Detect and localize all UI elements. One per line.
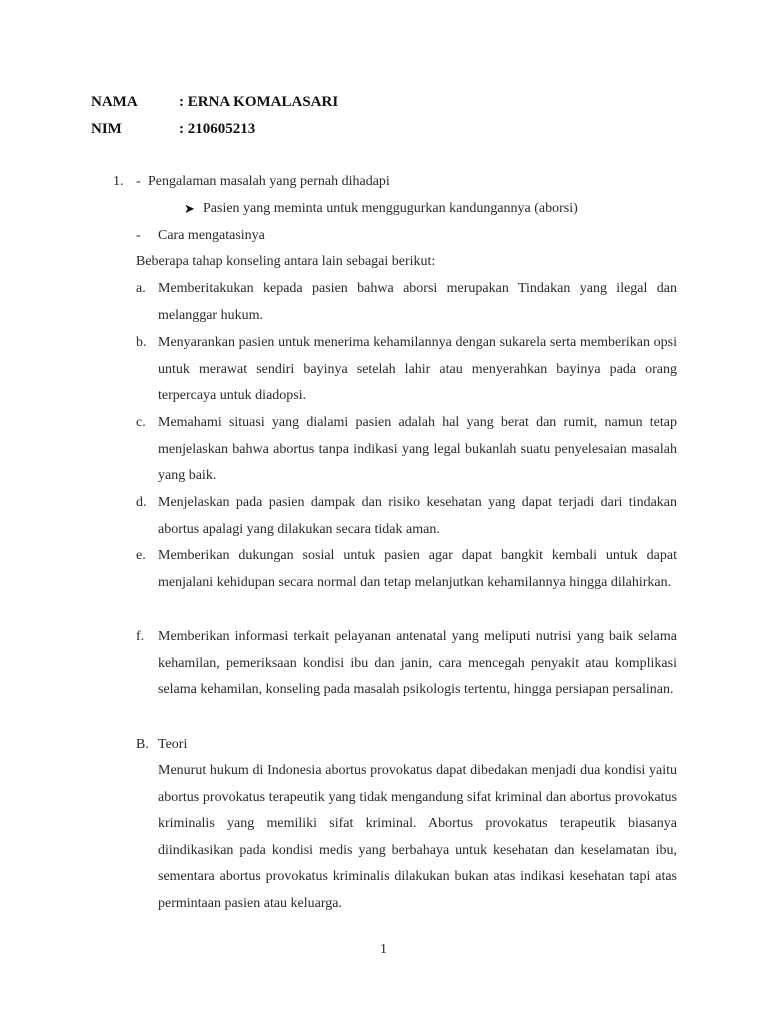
list-marker: e.	[136, 548, 146, 563]
list-item: Memberikan informasi terkait pelayanan antenatal yang meliputi nutrisi yang baik selama kehamilan, pemeriksaan kondisi ibu dan janin, cara mencegah penyakit atau komplikasi selama kehamilan, konseling pada masalah psikologis tertentu, hingga persiapan persalinan.	[158, 629, 677, 698]
section-b-marker: B.	[136, 737, 149, 752]
list-item: Memberikan dukungan sosial untuk pasien agar dapat bangkit kembali untuk dapat menjalani kehidupan secara normal dan tetap melanjutkan kehamilannya hingga dilahirkan.	[158, 548, 677, 590]
section-b-title: Teori	[158, 737, 188, 752]
list-item: Menyarankan pasien untuk menerima kehamilannya dengan sukarela serta memberikan opsi untuk merawat sendiri bayinya setelah lahir atau menyerahkan bayinya pada orang terpercaya untuk diadopsi.	[158, 335, 677, 404]
list-marker: d.	[136, 495, 147, 510]
list-marker: b.	[136, 335, 147, 350]
name-label: NAMA	[91, 94, 138, 110]
section-b-paragraph: Menurut hukum di Indonesia abortus provokatus dapat dibedakan menjadi dua kondisi yaitu abortus provokatus terapeutik yang tidak mengandung sifat kriminal dan abortus provokatus kriminalis yang memiliki sifat kriminal. Abortus provokatus terapeutik biasanya diindikasikan pada kondisi medis yang berbahaya untuk kesehatan dan keselamatan ibu, sementara abortus provokatus kriminalis dilakukan bukan atas indikasi kesehatan tapi atas permintaan pasien atau keluarga.	[158, 763, 677, 911]
subsection-title: Cara mengatasinya	[158, 228, 265, 243]
section-number: 1.	[113, 174, 124, 189]
list-item: Menjelaskan pada pasien dampak dan risiko kesehatan yang dapat terjadi dari tindakan abortus apalagi yang dilakukan secara tidak aman.	[158, 495, 677, 537]
section-dash: -	[136, 174, 141, 189]
nim-value: : 210605213	[179, 121, 256, 137]
section-title: Pengalaman masalah yang pernah dihadapi	[148, 174, 390, 189]
arrow-bullet-icon: ➤	[184, 201, 195, 216]
subsection-dash: -	[136, 228, 141, 243]
nim-label: NIM	[91, 121, 122, 137]
list-item: Memberitakukan kepada pasien bahwa aborsi merupakan Tindakan yang ilegal dan melanggar hukum.	[158, 281, 677, 323]
page-number: 1	[380, 942, 387, 957]
name-value: : ERNA KOMALASARI	[179, 94, 339, 110]
list-marker: f.	[136, 629, 145, 644]
list-marker: a.	[136, 281, 146, 296]
bullet-text: Pasien yang meminta untuk menggugurkan kandungannya (aborsi)	[203, 201, 578, 216]
list-item: Memahami situasi yang dialami pasien adalah hal yang berat dan rumit, namun tetap menjelaskan bahwa abortus tanpa indikasi yang legal bukanlah suatu penyelesaian masalah yang baik.	[158, 415, 677, 484]
intro-text: Beberapa tahap konseling antara lain sebagai berikut:	[136, 254, 436, 269]
list-marker: c.	[136, 415, 146, 430]
